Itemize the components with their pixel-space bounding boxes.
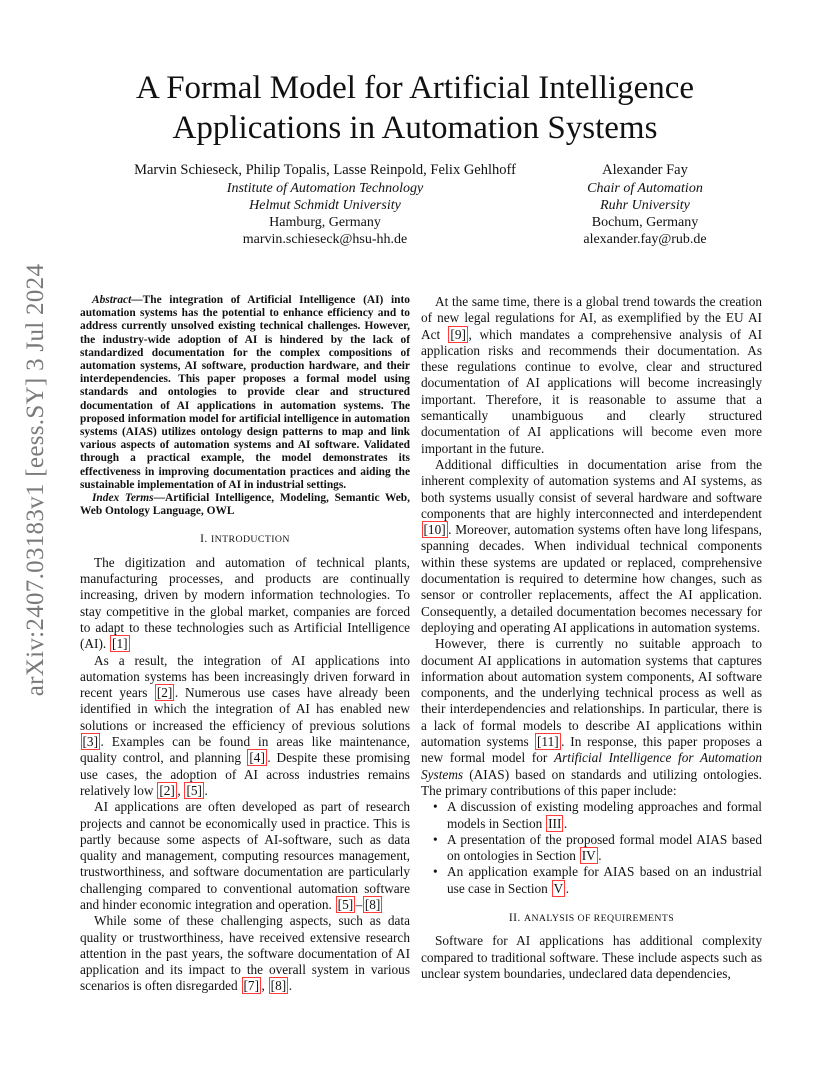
paper-title [90, 68, 740, 148]
text: . [563, 815, 568, 831]
section-heading-introduction [80, 531, 410, 548]
list-item [447, 832, 762, 865]
arxiv-sidebar [0, 263, 70, 697]
text: Additional difficulties in documentation arise from the inherent complexity of automation systems and AI systems, as both systems usually consist of several hardware and software components that are highly interconnected and interdependent [421, 456, 762, 521]
citation-link[interactable]: [3] [82, 734, 99, 750]
text: – [355, 896, 363, 912]
location-left: Hamburg, Germany [269, 215, 381, 230]
text: (AIAS) based on standards and utilizing ontologies. The primary contributions of this paper include: [421, 766, 762, 798]
abstract-text: —The integration of Artificial Intelligence (AI) into automation systems has the potential to enhance efficiency and to address currently unsolved existing technical challenges. However, the industry-wide adoption of AI is hindered by the lack of standardized documentation for the complex compositions of automation systems, AI software, production hardware, and their interdependencies. This paper proposes a formal model using standards and ontologies to provide clear and structured documentation of AI applications in automation systems. The proposed information model for artificial intelligence in automation systems (AIAS) utilizes ontology design patterns to map and link various aspects of automation systems and AI software. Validated through a practical example, the model demonstrates its effectiveness in improving documentation practices and aiding the sustainable implementation of AI in industrial settings. [80, 294, 410, 491]
paragraph: Software for AI applications has additional complexity compared to traditional software. These include aspects such as unclear system boundaries, undeclared data dependencies, [421, 933, 762, 981]
abstract [80, 294, 410, 492]
affiliation-university-right: Ruhr University [600, 198, 690, 213]
index-terms-lead: Index Terms [92, 492, 154, 505]
paragraph [80, 653, 410, 800]
affiliation-chair: Chair of Automation [587, 181, 703, 196]
title-line-2: Applications in Automation Systems [172, 110, 658, 146]
section-link[interactable]: IV [581, 848, 596, 864]
index-terms [80, 492, 410, 518]
citation-link[interactable]: [4] [249, 750, 265, 766]
text: However, there is currently no suitable approach to document AI applications in automation systems that captures information about automation system components, AI software components, and the underlying technical process as well as their interdependencies and relationships. In particular, there is a lack of formal models to describe AI applications within automation systems [421, 636, 762, 750]
paragraph [421, 457, 762, 636]
left-column [80, 294, 410, 995]
citation-link[interactable]: [11] [537, 734, 559, 750]
section-title: ANALYSIS OF REQUIREMENTS [523, 912, 675, 924]
citation-link[interactable]: [10] [423, 522, 446, 538]
email-right: alexander.fay@rub.de [583, 232, 707, 247]
text: , [177, 782, 181, 798]
text: While some of these challenging aspects, such as data quality or trustworthiness, have received extensive research attention in the past years, the software documentation of AI application and its impact to the overall system in various scenarios is often disregarded [80, 913, 410, 994]
text: . [565, 880, 570, 896]
citation-link[interactable]: [2] [159, 782, 175, 798]
citation-link[interactable]: [5] [337, 896, 354, 912]
section-heading-requirements [421, 910, 762, 927]
index-terms-text: —Artificial Intelligence, Modeling, Semantic Web, Web Ontology Language, OWL [80, 492, 410, 518]
text: . Examples can be found in areas like maintenance, quality control, and planning [80, 734, 410, 766]
email-left: marvin.schieseck@hsu-hh.de [242, 232, 408, 247]
citation-link[interactable]: [1] [112, 636, 128, 652]
text: . [598, 848, 602, 864]
author-names-left: Marvin Schieseck, Philip Topalis, Lasse Reinpold, Felix Gehlhoff [134, 162, 516, 178]
list-item [447, 864, 762, 897]
location-right: Bochum, Germany [591, 215, 699, 230]
citation-link[interactable]: [8] [270, 978, 287, 994]
citation-link[interactable]: [8] [364, 896, 381, 912]
text: . Numerous use cases have already been identified in which the integration of AI has enabled new solutions or increased the efficiency of previous solutions [80, 685, 410, 733]
right-column [421, 294, 762, 982]
arxiv-identifier: arXiv:2407.03183v1 [eess.SY] 3 Jul 2024 [22, 263, 49, 697]
text: . [288, 978, 293, 994]
author-names-right: Alexander Fay [602, 162, 688, 178]
title-line-1: A Formal Model for Artificial Intelligence [135, 70, 695, 106]
paragraph [80, 913, 410, 994]
citation-link[interactable]: [9] [450, 326, 466, 342]
list-item [447, 799, 762, 832]
text: A discussion of existing modeling approaches and formal models in Section [447, 799, 762, 831]
citation-link[interactable]: [5] [186, 782, 202, 798]
paragraph [80, 555, 410, 653]
section-number: I. [200, 532, 212, 546]
section-number: II. [508, 910, 524, 924]
text: . Despite these promising use cases, the adoption of AI across industries remains relatively low [80, 750, 410, 798]
paragraph [421, 294, 762, 457]
section-title: INTRODUCTION [211, 534, 290, 546]
text-italic: Artificial Intelligence for Automation Systems [421, 750, 763, 782]
citation-link[interactable]: [2] [156, 685, 173, 701]
text: , [261, 978, 265, 994]
text: At the same time, there is a global trend towards the creation of new legal regulations for AI, as exemplified by the EU AI Act [421, 294, 762, 342]
author-block-right [560, 162, 730, 248]
text: , which mandates a comprehensive analysis of AI application risks and recommends their documentation. As these regulations continue to evolve, clear and structured documentation of AI applications will become increasingly important. Therefore, it is reasonable to assume that a semantically unambiguous and clearly structured documentation of AI applications will become even more important in the future. [421, 326, 763, 456]
text: The digitization and automation of technical plants, manufacturing processes, and products are continually increasing, driven by modern information technologies. To stay competitive in the global market, companies are forced to adapt to these technologies such as Artificial Intelligence (AI). [80, 554, 410, 652]
abstract-lead: Abstract [92, 294, 132, 306]
text: A presentation of the proposed formal model AIAS based on ontologies in Section [447, 831, 762, 864]
author-block-left [110, 162, 540, 248]
text: . [204, 782, 208, 798]
text: An application example for AIAS based on an industrial use case in Section [447, 864, 762, 896]
text: AI applications are often developed as part of research projects and cannot be economically used in practice. This is partly because some aspects of AI-software, such as data quality and management, computing resources management, trustworthiness, and software documentation are particularly challenging compared to conventional automation software and hinder economic integration and operation. [80, 799, 410, 912]
contributions-list [421, 799, 762, 897]
paragraph [421, 636, 762, 799]
text: . Moreover, automation systems often have long lifespans, spanning decades. When individual technical components within these systems are updated or replaced, comprehensive documentation is required to determine how changes, such as sensor or controller replacements, affect the AI application. Consequently, a detailed documentation becomes necessary for deploying and operating AI applications in automation systems. [421, 522, 762, 635]
section-link[interactable]: III [548, 815, 562, 831]
text: . In response, this paper proposes a new formal model for [421, 734, 762, 766]
paragraph [80, 799, 410, 913]
affiliation-institute: Institute of Automation Technology [226, 181, 424, 196]
text: As a result, the integration of AI applications into automation systems has been increasingly driven forward in recent years [80, 652, 410, 701]
affiliation-university-left: Helmut Schmidt University [249, 198, 401, 213]
section-link[interactable]: V [553, 880, 564, 896]
citation-link[interactable]: [7] [243, 978, 260, 994]
